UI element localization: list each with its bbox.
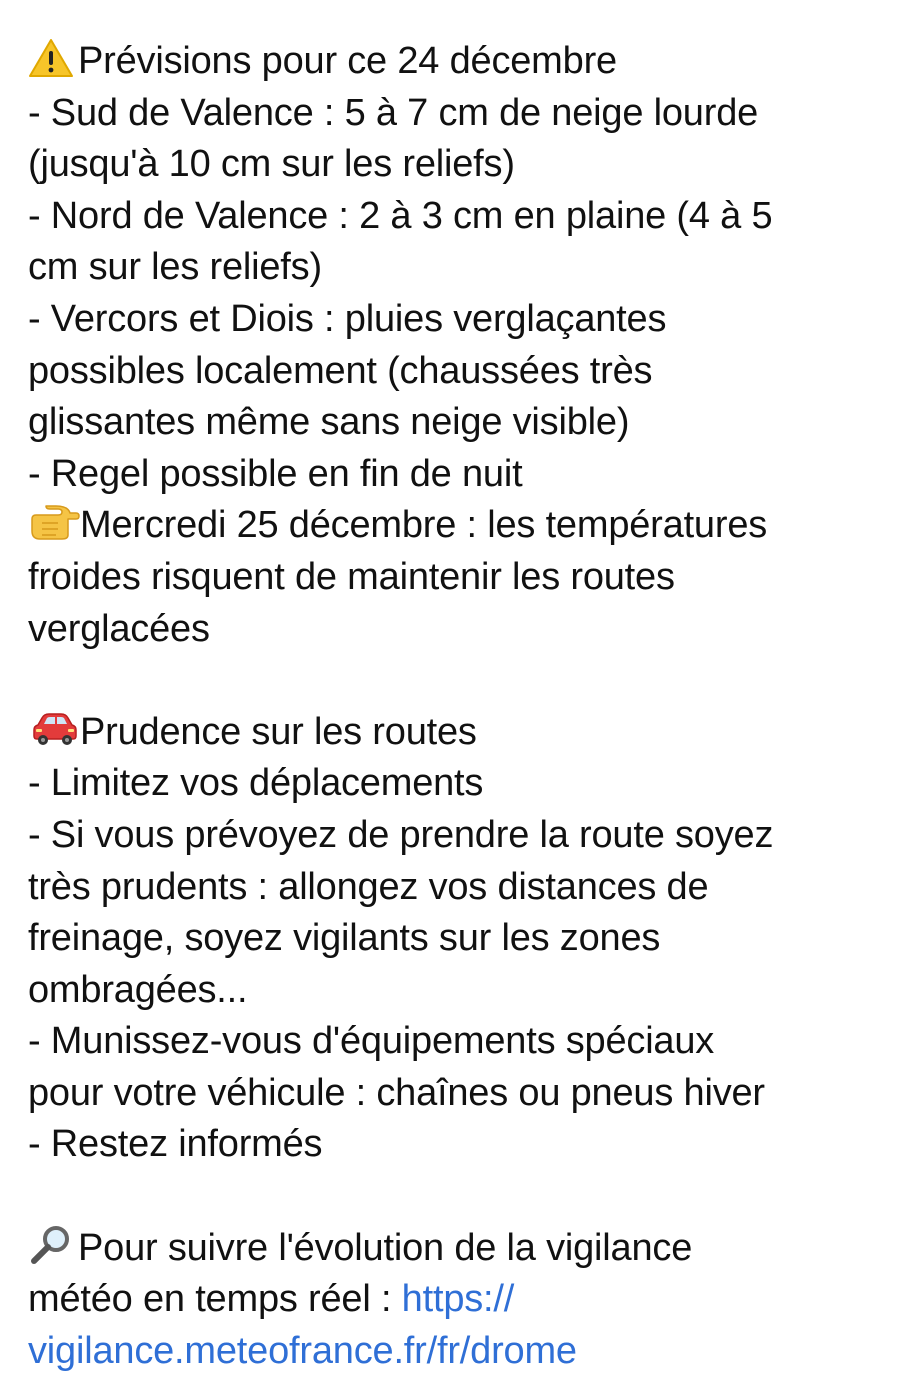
follow-prefix: météo en temps réel : xyxy=(28,1278,402,1321)
follow-line xyxy=(28,1274,878,1326)
forecast-line: - Regel possible en fin de nuit xyxy=(28,452,523,495)
paragraph-gap xyxy=(28,655,878,707)
warning-icon xyxy=(28,37,74,79)
forecast-line: cm sur les reliefs) xyxy=(28,246,322,289)
forecast-line: possibles localement (chaussées très xyxy=(28,349,653,392)
caution-line: - Munissez-vous d'équipements spéciaux xyxy=(28,1020,715,1063)
pointing-hand-icon xyxy=(28,503,80,543)
paragraph-gap xyxy=(28,1171,878,1223)
forecast-line: glissantes même sans neige visible) xyxy=(28,401,630,444)
vigilance-link-continued[interactable]: vigilance.meteofrance.fr/fr/drome xyxy=(28,1329,577,1372)
wednesday-line: verglacées xyxy=(28,607,210,650)
caution-title: Prudence sur les routes xyxy=(80,710,477,753)
car-icon xyxy=(28,710,80,750)
vigilance-link[interactable]: https:// xyxy=(401,1278,515,1321)
follow-line xyxy=(28,1223,878,1275)
forecast-line: - Vercors et Diois : pluies verglaçantes xyxy=(28,297,667,340)
forecast-title: Prévisions pour ce 24 décembre xyxy=(78,40,617,82)
caution-line: - Si vous prévoyez de prendre la route soyez xyxy=(28,813,774,856)
forecast-title-line xyxy=(28,36,878,88)
post-text xyxy=(28,36,878,1377)
wednesday-line: froides risquent de maintenir les routes xyxy=(28,555,675,598)
caution-line: ombragées... xyxy=(28,968,248,1011)
caution-title-line xyxy=(28,707,878,759)
wednesday-line xyxy=(28,500,878,552)
caution-line: très prudents : allongez vos distances de xyxy=(28,865,709,908)
caution-line: freinage, soyez vigilants sur les zones xyxy=(28,917,661,960)
follow-line xyxy=(28,1326,878,1378)
forecast-line: (jusqu'à 10 cm sur les reliefs) xyxy=(28,143,515,186)
forecast-line: - Nord de Valence : 2 à 3 cm en plaine (4 à 5 xyxy=(28,194,773,237)
magnifying-glass-icon xyxy=(28,1224,74,1266)
follow-text: Pour suivre l'évolution de la vigilance xyxy=(78,1226,693,1269)
forecast-line: - Sud de Valence : 5 à 7 cm de neige lourde xyxy=(28,91,759,134)
caution-line: - Limitez vos déplacements xyxy=(28,762,484,805)
caution-line: - Restez informés xyxy=(28,1123,323,1166)
caution-line: pour votre véhicule : chaînes ou pneus hiver xyxy=(28,1071,765,1114)
wednesday-text: Mercredi 25 décembre : les températures xyxy=(80,504,768,547)
